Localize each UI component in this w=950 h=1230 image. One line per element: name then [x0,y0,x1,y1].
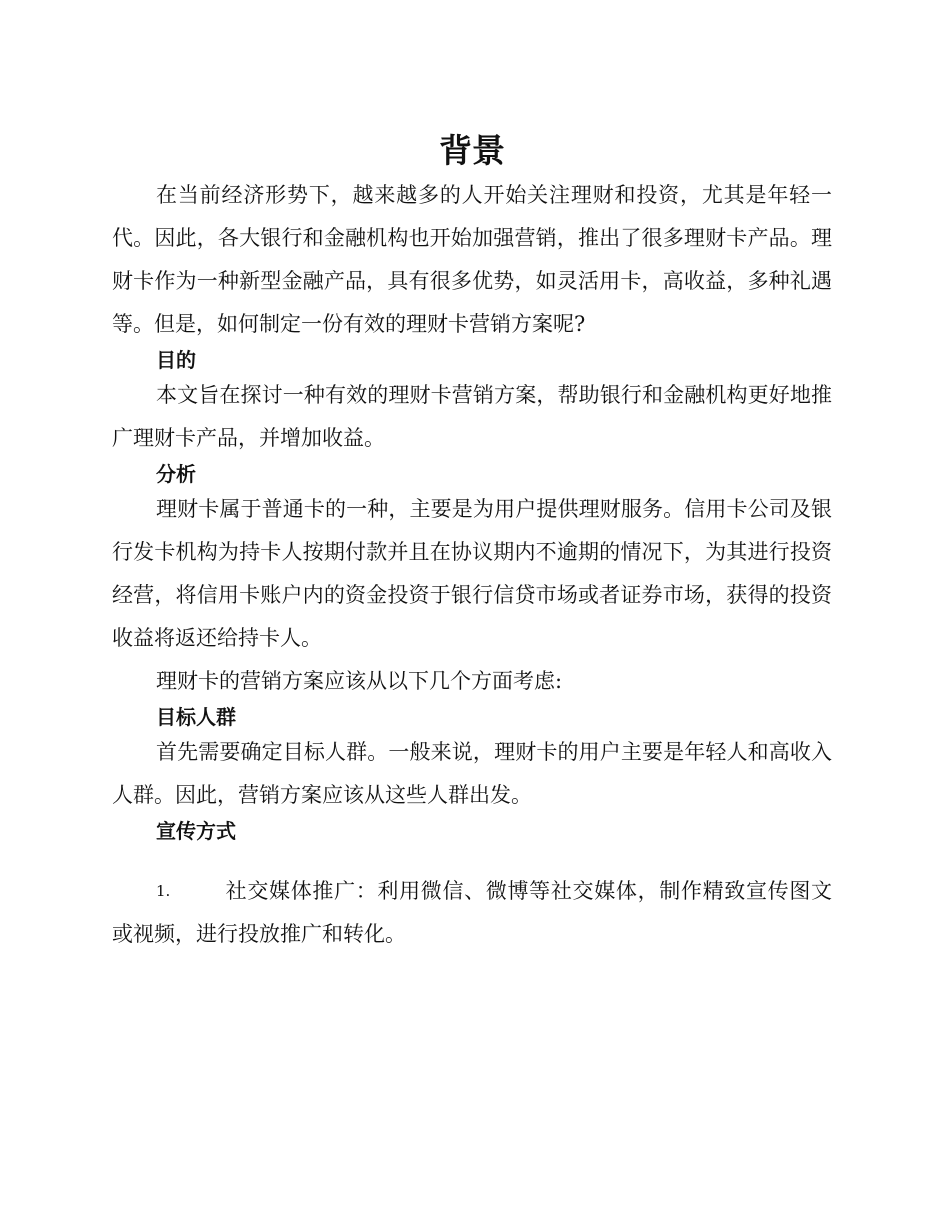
list-item-text: 社交媒体推广：利用微信、微博等社交媒体，制作精致宣传图文或视频，进行投放推广和转化。 [112,879,832,946]
section-heading-target-audience: 目标人群 [156,705,236,729]
list-item [112,870,832,956]
analysis-considerations-paragraph: 理财卡的营销方案应该从以下几个方面考虑: [156,669,563,693]
page-title: 背景 [439,131,505,170]
list-item-number: 1. [156,882,171,900]
analysis-paragraph: 理财卡属于普通卡的一种，主要是为用户提供理财服务。信用卡公司及银行发卡机构为持卡人按期付款并且在协议期内不逾期的情况下，为其进行投资经营，将信用卡账户内的资金投资于银行信贷市场或者证券市场，获得的投资收益将返还给持卡人。 [112,497,832,650]
section-heading-analysis: 分析 [156,462,196,486]
target-audience-paragraph: 首先需要确定目标人群。一般来说，理财卡的用户主要是年轻人和高收入人群。因此，营销方案应该从这些人群出发。 [112,740,832,807]
document-page [112,0,832,956]
purpose-paragraph: 本文旨在探讨一种有效的理财卡营销方案，帮助银行和金融机构更好地推广理财卡产品，并增加收益。 [112,383,832,450]
section-heading-purpose: 目的 [156,348,196,372]
background-paragraph: 在当前经济形势下，越来越多的人开始关注理财和投资，尤其是年轻一代。因此，各大银行和金融机构也开始加强营销，推出了很多理财卡产品。理财卡作为一种新型金融产品，具有很多优势，如灵活用卡，高收益，多种礼遇等。但是，如何制定一份有效的理财卡营销方案呢? [112,183,832,336]
section-heading-promotion-methods: 宣传方式 [156,819,236,843]
